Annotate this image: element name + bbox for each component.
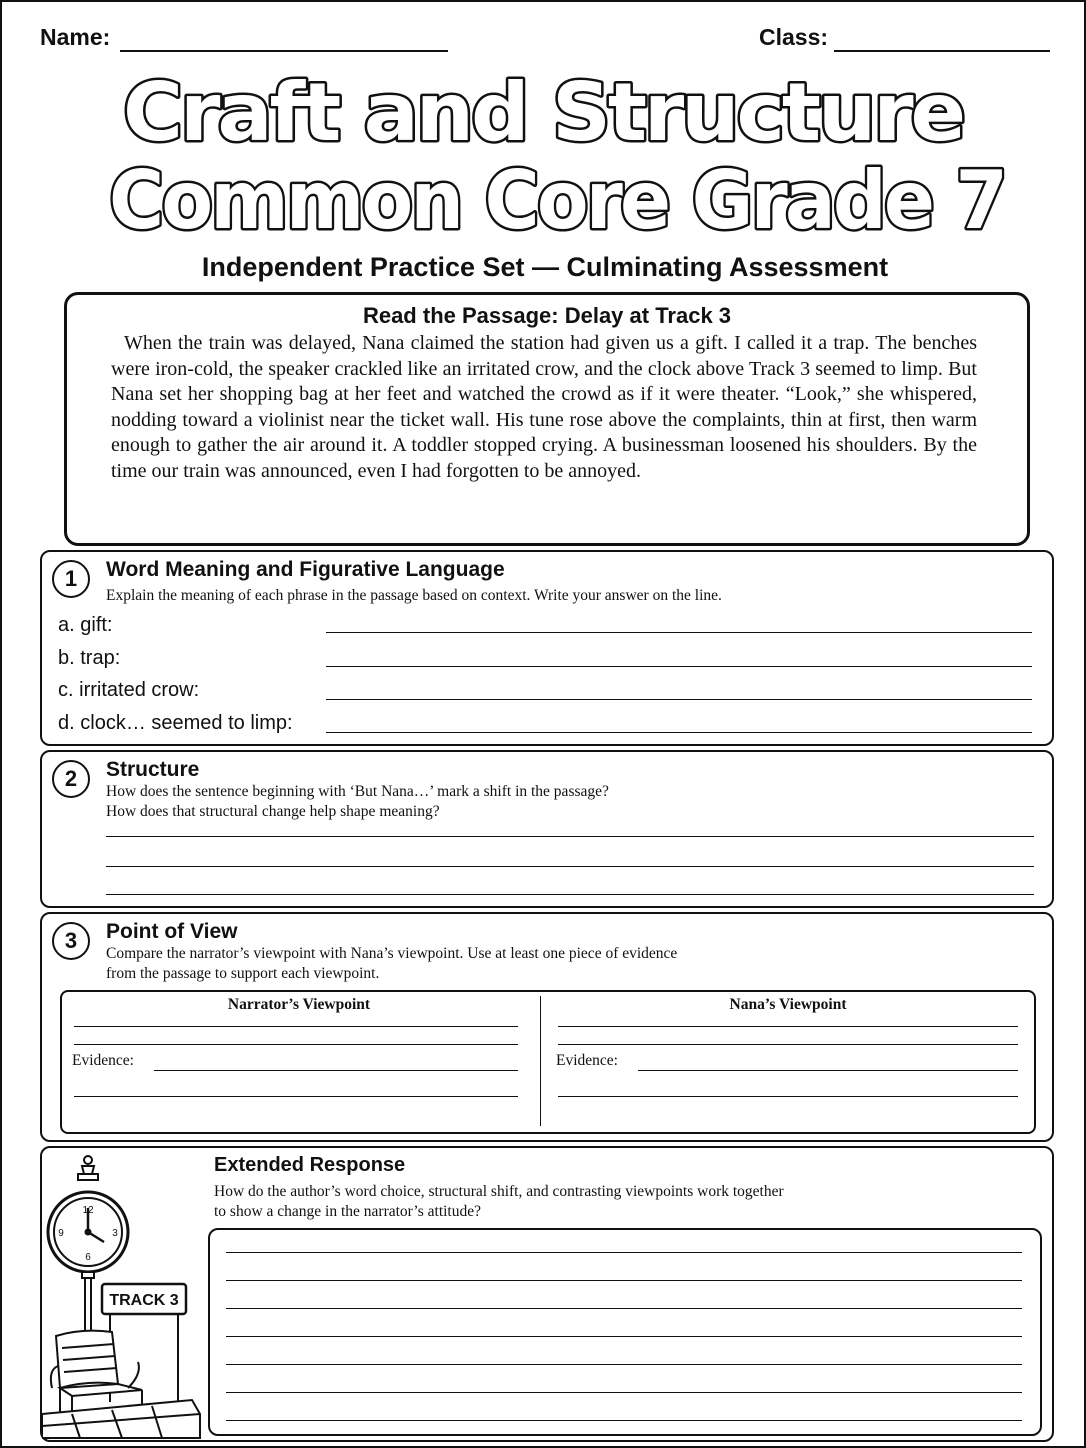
question-description-line-1: How does the sentence beginning with ‘But Nana…’ mark a shift in the passage? [106,783,609,800]
name-label: Name: [40,24,111,50]
svg-text:3: 3 [112,1228,118,1239]
answer-line-b[interactable] [326,666,1032,667]
narrator-answer-line[interactable] [74,1026,518,1027]
narrator-answer-line[interactable] [74,1044,518,1045]
writing-line[interactable] [226,1280,1022,1281]
svg-text:12: 12 [82,1205,94,1216]
platform [42,1400,200,1438]
table-divider [540,996,541,1126]
class-label: Class: [759,24,829,50]
answer-line-c[interactable] [326,699,1032,700]
question-title: Structure [106,758,200,781]
narrator-answer-line[interactable] [74,1096,518,1097]
svg-text:6: 6 [85,1252,91,1263]
nana-viewpoint-heading: Nana’s Viewpoint [729,996,847,1013]
name-field-line[interactable] [120,50,448,52]
question-title: Point of View [106,920,238,943]
question-description-line-1: Compare the narrator’s viewpoint with Nana’s viewpoint. Use at least one piece of evidence [106,945,678,962]
narrator-viewpoint-heading: Narrator’s Viewpoint [227,996,371,1013]
writing-line[interactable] [106,894,1034,895]
answer-line-d[interactable] [326,732,1032,733]
track-sign-label: TRACK 3 [109,1292,179,1309]
writing-line[interactable] [226,1336,1022,1337]
extended-response-description-line-1: How do the author’s word choice, structural shift, and contrasting viewpoints work together [214,1183,784,1200]
writing-line[interactable] [106,836,1034,837]
question-description: Explain the meaning of each phrase in the passage based on context. Write your answer on the line. [106,587,722,604]
writing-line[interactable] [226,1420,1022,1421]
point-of-view-table [60,990,1036,1134]
title-line-1: Craft and Structure [123,66,963,159]
passage-box [64,292,1030,546]
answer-line-a[interactable] [326,632,1032,633]
narrator-evidence-line[interactable] [154,1070,518,1071]
question-1-box [40,550,1054,746]
writing-line[interactable] [106,866,1034,867]
question-description-line-2: How does that structural change help shape meaning? [106,803,440,820]
question-2-box [40,750,1054,908]
subtitle: Independent Practice Set — Culminating Assessment [201,252,889,282]
title-line-2: Common Core Grade 7 [109,154,1005,247]
nana-answer-line[interactable] [558,1026,1018,1027]
writing-line[interactable] [226,1364,1022,1365]
question-title: Word Meaning and Figurative Language [106,558,505,581]
nana-evidence-line[interactable] [638,1070,1018,1071]
extended-response-area[interactable] [208,1228,1042,1436]
clock-icon [48,1156,128,1352]
item-a: a. gift: [58,614,113,636]
question-number: 1 [52,560,90,598]
passage-text: When the train was delayed, Nana claimed the station had given us a gift. I called it a trap. The benches were iron-cold, the speaker crackled like an irritated crow, and the clock above Track 3 seemed to limp. But Nana set her shopping bag at her feet and watched the crowd as if it were theater. “Look,” she whispered, nodding toward a violinist near the ticket wall. His tune rose above the complaints, thin at first, then warm enough to gather the air around it. A toddler stopped crying. A businessman loosened his shoulders. By the time our train was announced, even I had forgotten to be annoyed. [111,332,977,482]
extended-response-title: Extended Response [214,1154,406,1176]
writing-line[interactable] [226,1308,1022,1309]
item-b: b. trap: [58,647,121,669]
narrator-evidence-label: Evidence: [72,1052,134,1069]
writing-line[interactable] [226,1392,1022,1393]
worksheet-title [2,62,1084,252]
nana-answer-line[interactable] [558,1044,1018,1045]
svg-text:9: 9 [58,1228,64,1239]
nana-evidence-label: Evidence: [556,1052,618,1069]
item-d: d. clock… seemed to limp: [58,712,293,734]
question-number: 2 [52,760,90,798]
nana-answer-line[interactable] [558,1096,1018,1097]
class-field-line[interactable] [834,50,1050,52]
passage-title: Read the Passage: Delay at Track 3 [362,303,732,328]
question-3-box [40,912,1054,1142]
writing-line[interactable] [226,1252,1022,1253]
question-description-line-2: from the passage to support each viewpoint. [106,965,380,982]
extended-response-description-line-2: to show a change in the narrator’s attitude? [214,1203,481,1220]
item-c: c. irritated crow: [58,679,200,701]
station-illustration [42,1152,202,1442]
question-number: 3 [52,922,90,960]
